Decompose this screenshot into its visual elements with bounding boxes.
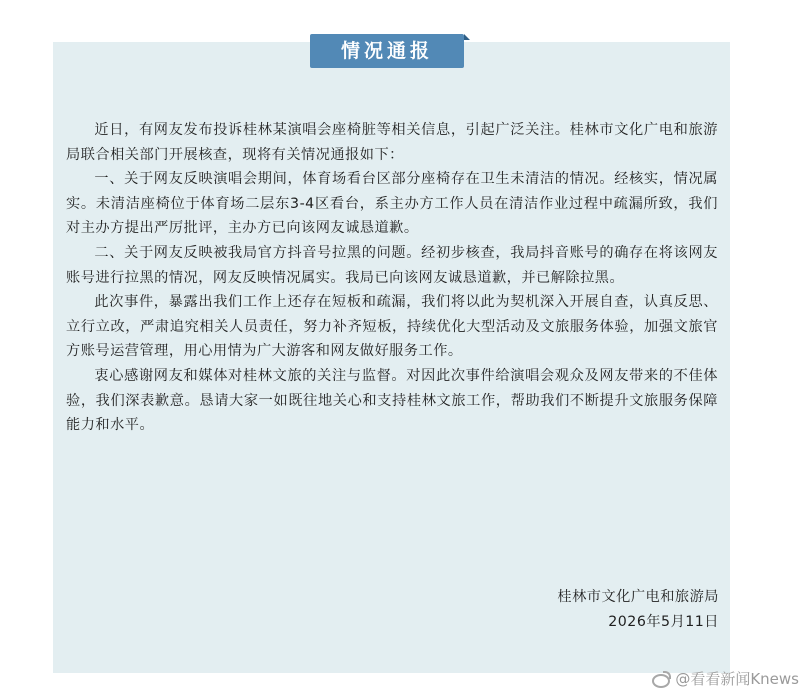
notice-title (310, 34, 464, 68)
paragraph-thanks: 衷心感谢网友和媒体对桂林文旅的关注与监督。对因此次事件给演唱会观众及网友带来的不佳体验，我们深表歉意。恳请大家一如既往地关心和支持桂林文旅工作，帮助我们不断提升文旅服务保障能力和水平。 (66, 367, 718, 434)
title-tab-corner (464, 34, 470, 40)
watermark (651, 668, 799, 689)
issuer-name: 桂林市文化广电和旅游局 (557, 589, 719, 605)
signature-block (557, 585, 719, 635)
paragraph-seats: 一、关于网友反映演唱会期间，体育场看台区部分座椅存在卫生未清洁的情况。经核实，情况属实。未清洁座椅位于体育场二层东3-4区看台，系主办方工作人员在清洁作业过程中疏漏所致，我们对主办方提出严厉批评，主办方已向该网友诚恳道歉。 (66, 171, 718, 237)
paragraph-reflection: 此次事件，暴露出我们工作上还存在短板和疏漏，我们将以此为契机深入开展自查，认真反思、立行立改，严肃追究相关人员责任，努力补齐短板，持续优化大型活动及文旅服务体验，加强文旅官方账号运营管理，用心用情为广大游客和网友做好服务工作。 (66, 294, 718, 360)
watermark-text: @看看新闻Knews (675, 670, 799, 688)
paragraph-douyin: 二、关于网友反映被我局官方抖音号拉黑的问题。经初步核查，我局抖音账号的确存在将该网友账号进行拉黑的情况，网友反映情况属实。我局已向该网友诚恳道歉，并已解除拉黑。 (66, 244, 718, 286)
notice-body (66, 118, 718, 438)
paragraph-intro: 近日，有网友发布投诉桂林某演唱会座椅脏等相关信息，引起广泛关注。桂林市文化广电和旅游局联合相关部门开展核查，现将有关情况通报如下： (66, 122, 718, 163)
notice-title-text: 情况通报 (340, 40, 433, 62)
issue-date: 2026年5月11日 (608, 614, 719, 630)
weibo-icon (651, 671, 671, 686)
